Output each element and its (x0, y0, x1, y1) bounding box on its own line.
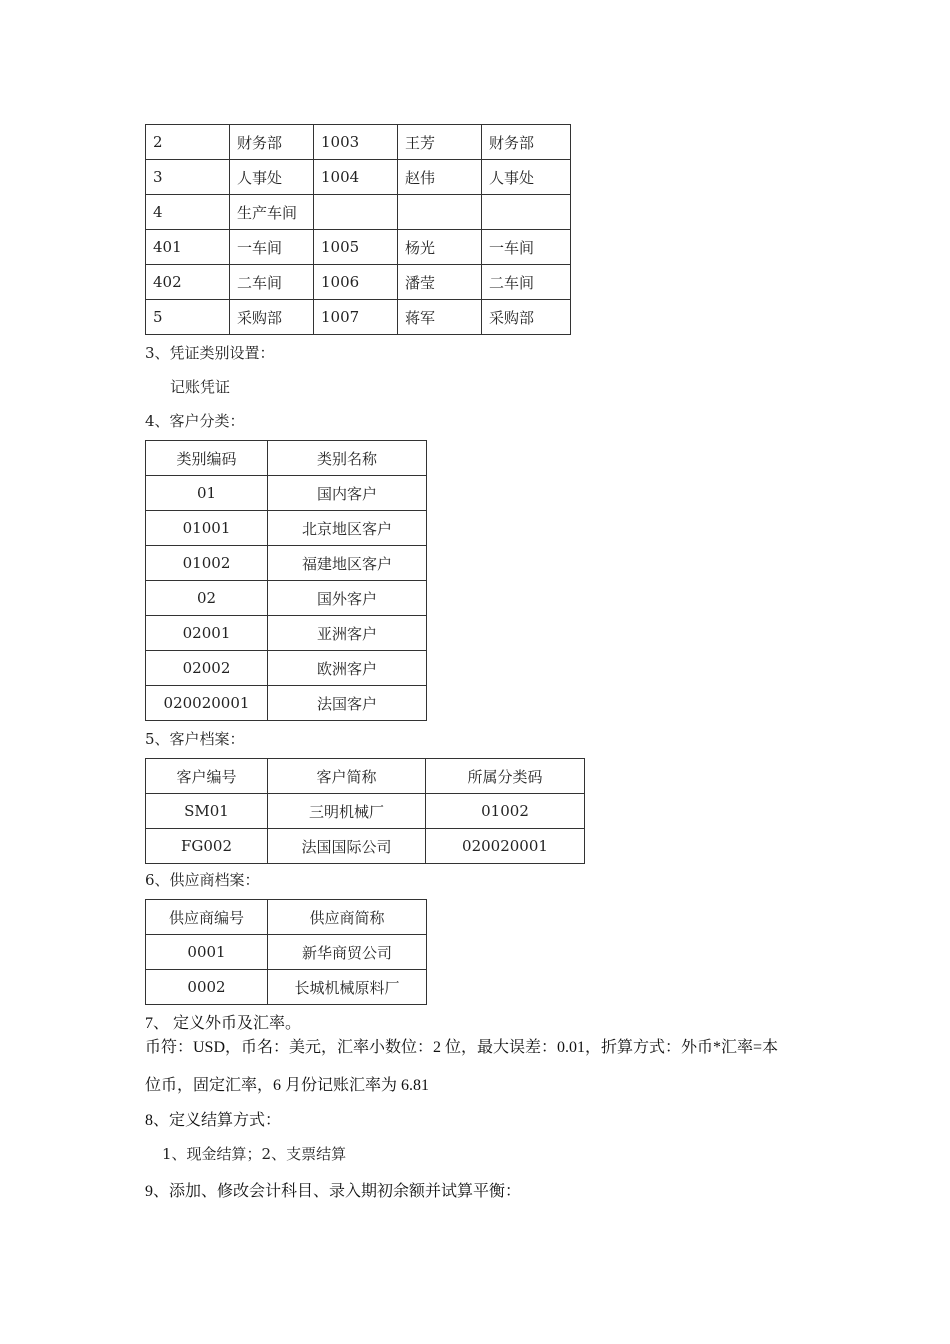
table-cell: 1003 (314, 125, 398, 160)
section6-heading: 6、供应商档案： (145, 871, 260, 889)
header-cell: 所属分类码 (426, 759, 585, 794)
table-row (146, 511, 427, 546)
table-cell: 5 (146, 300, 230, 335)
table-cell: 法国客户 (268, 686, 427, 721)
table-cell: 二车间 (230, 265, 314, 300)
section8-body: 1、现金结算；2、支票结算 (162, 1145, 347, 1163)
table-cell: 财务部 (482, 125, 571, 160)
table-cell: 01001 (146, 511, 268, 546)
table-cell: 生产车间 (230, 195, 314, 230)
table-cell: 杨光 (398, 230, 482, 265)
table-cell: 2 (146, 125, 230, 160)
table-row (146, 125, 571, 160)
table-row (146, 935, 427, 970)
table-header-row (146, 759, 585, 794)
table-header-row (146, 900, 427, 935)
table-cell: SM01 (146, 794, 268, 829)
table-cell: 长城机械原料厂 (268, 970, 427, 1005)
table-cell: 三明机械厂 (268, 794, 426, 829)
table-cell: 02001 (146, 616, 268, 651)
section5-heading: 5、客户档案： (145, 730, 245, 748)
department-table (145, 124, 571, 335)
table-cell: 人事处 (230, 160, 314, 195)
section3-heading: 3、凭证类别设置： (145, 344, 275, 362)
table-cell: 402 (146, 265, 230, 300)
table-cell: 二车间 (482, 265, 571, 300)
table-cell: 020020001 (146, 686, 268, 721)
table-cell: 1006 (314, 265, 398, 300)
customer-class-table (145, 440, 427, 721)
table-cell: 法国国际公司 (268, 829, 426, 864)
table-cell: 财务部 (230, 125, 314, 160)
section7-heading: 7、 定义外币及汇率。 (145, 1015, 302, 1032)
header-cell: 客户简称 (268, 759, 426, 794)
table-cell: 0002 (146, 970, 268, 1005)
table-cell: 王芳 (398, 125, 482, 160)
header-cell: 类别编码 (146, 441, 268, 476)
table-cell: 采购部 (230, 300, 314, 335)
table-cell: 01002 (146, 546, 268, 581)
table-cell: 01 (146, 476, 268, 511)
table-row (146, 300, 571, 335)
table-row (146, 651, 427, 686)
table-cell: 蒋军 (398, 300, 482, 335)
table-row (146, 794, 585, 829)
table-row (146, 265, 571, 300)
table-cell: 一车间 (230, 230, 314, 265)
table-row (146, 581, 427, 616)
table-cell (314, 195, 398, 230)
section4-heading: 4、客户分类： (145, 412, 245, 430)
section9-heading: 9、添加、修改会计科目、录入期初余额并试算平衡： (145, 1183, 522, 1200)
section8-heading: 8、定义结算方式： (145, 1112, 282, 1129)
table-row (146, 970, 427, 1005)
table-row (146, 686, 427, 721)
table-row (146, 195, 571, 230)
table-row (146, 616, 427, 651)
table-cell: 赵伟 (398, 160, 482, 195)
header-cell: 客户编号 (146, 759, 268, 794)
table-cell: 潘莹 (398, 265, 482, 300)
header-cell: 供应商简称 (268, 900, 427, 935)
table-cell: 02002 (146, 651, 268, 686)
table-cell: 一车间 (482, 230, 571, 265)
table-cell (398, 195, 482, 230)
table-cell: 亚洲客户 (268, 616, 427, 651)
table-row (146, 829, 585, 864)
table-cell: 020020001 (426, 829, 585, 864)
table-header-row (146, 441, 427, 476)
table-cell (482, 195, 571, 230)
table-cell: 欧洲客户 (268, 651, 427, 686)
table-row (146, 160, 571, 195)
table-cell: 国内客户 (268, 476, 427, 511)
header-cell: 类别名称 (268, 441, 427, 476)
table-row (146, 546, 427, 581)
table-cell: 4 (146, 195, 230, 230)
table-cell: 401 (146, 230, 230, 265)
table-cell: FG002 (146, 829, 268, 864)
table-cell: 1005 (314, 230, 398, 265)
section7-line1: 币符：USD，币名：美元，汇率小数位：2 位，最大误差：0.01，折算方式：外币*汇率=本 (145, 1039, 779, 1056)
table-row (146, 230, 571, 265)
table-cell: 3 (146, 160, 230, 195)
table-cell: 1004 (314, 160, 398, 195)
table-cell: 02 (146, 581, 268, 616)
table-cell: 北京地区客户 (268, 511, 427, 546)
customer-archive-table (145, 758, 585, 864)
section3-body: 记账凭证 (170, 378, 231, 396)
supplier-archive-table (145, 899, 427, 1005)
table-cell: 采购部 (482, 300, 571, 335)
table-cell: 国外客户 (268, 581, 427, 616)
table-cell: 1007 (314, 300, 398, 335)
section7-line2: 位币，固定汇率，6 月份记账汇率为 6.81 (145, 1077, 430, 1094)
table-cell: 01002 (426, 794, 585, 829)
table-cell: 人事处 (482, 160, 571, 195)
table-row (146, 476, 427, 511)
header-cell: 供应商编号 (146, 900, 268, 935)
table-cell: 福建地区客户 (268, 546, 427, 581)
table-cell: 0001 (146, 935, 268, 970)
table-cell: 新华商贸公司 (268, 935, 427, 970)
